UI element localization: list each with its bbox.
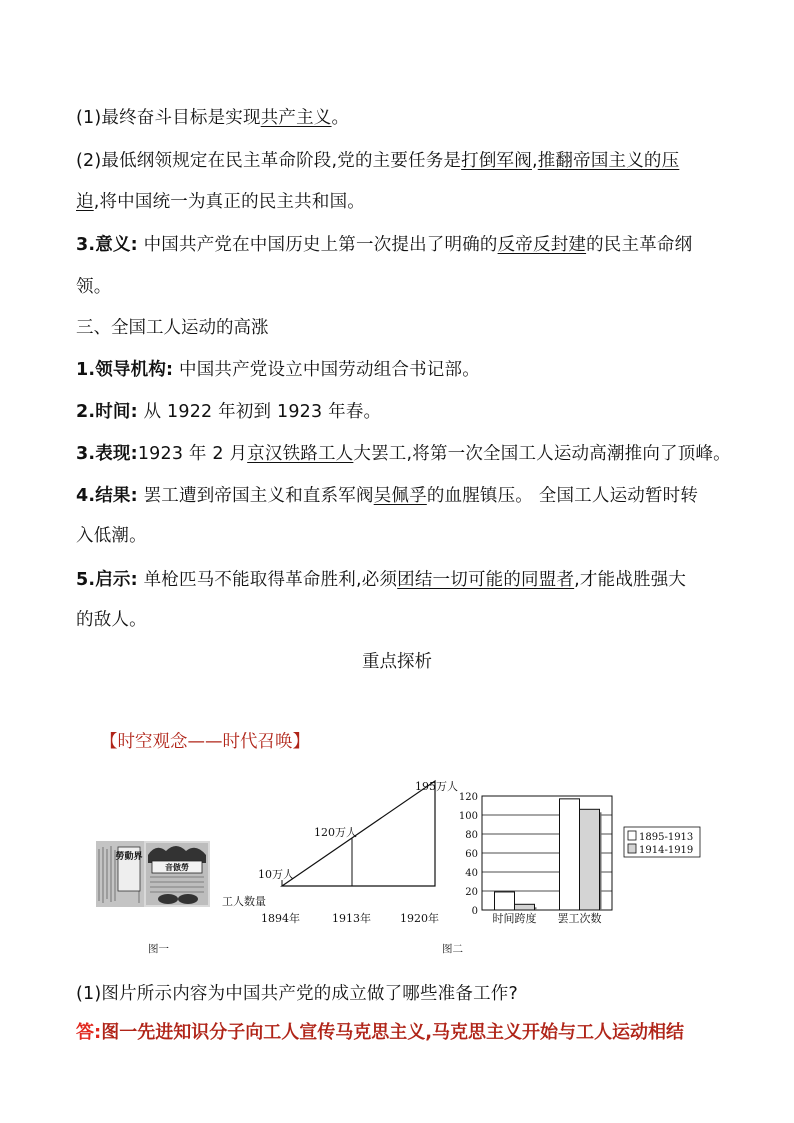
category-label: 时间跨度 bbox=[492, 912, 537, 925]
figure-1-image bbox=[96, 841, 210, 907]
performance-text-1: 1923 年 2 月 bbox=[137, 444, 248, 464]
significance-text-1: 中国共产党在中国历史上第一次提出了明确的 bbox=[137, 235, 498, 255]
result-underlined: 吴佩孚 bbox=[373, 486, 427, 506]
newspaper-title-1: 勞動界 bbox=[115, 852, 143, 862]
item-insight-line-1 bbox=[76, 566, 686, 591]
y-tick-label: 20 bbox=[465, 887, 478, 898]
answer bbox=[76, 1018, 684, 1044]
growth-value-1913: 120万人 bbox=[314, 826, 357, 839]
item-leadership bbox=[76, 356, 480, 381]
y-tick-label: 60 bbox=[465, 849, 478, 860]
insight-text-1: 单枪匹马不能取得革命胜利,必须 bbox=[137, 570, 398, 590]
time-label: 2.时间: bbox=[76, 402, 138, 422]
goal-suffix: 。 bbox=[331, 108, 350, 128]
program-underlined-2: 推翻帝国主义的压 bbox=[537, 151, 680, 171]
performance-underlined: 京汉铁路工人 bbox=[247, 444, 354, 464]
chart-legend bbox=[624, 827, 700, 857]
significance-underlined: 反帝反封建 bbox=[497, 235, 587, 255]
item-result-line-2 bbox=[76, 522, 147, 547]
growth-value-1894: 10万人 bbox=[258, 868, 294, 881]
insight-underlined: 团结一切可能的同盟者 bbox=[397, 570, 575, 590]
result-text-2: 的血腥镇压。 全国工人运动暂时转 bbox=[426, 486, 699, 506]
goal-line bbox=[76, 104, 349, 129]
growth-value-1920: 195万人 bbox=[415, 780, 458, 793]
figure-1-caption: 图一 bbox=[148, 943, 169, 955]
topic-tag: 【时空观念——时代召唤】 bbox=[100, 732, 310, 752]
leadership-text: 中国共产党设立中国劳动组合书记部。 bbox=[173, 360, 480, 380]
program-suffix: ,将中国统一为真正的民主共和国。 bbox=[93, 192, 365, 212]
question: (1)图片所示内容为中国共产党的成立做了哪些准备工作? bbox=[76, 984, 518, 1004]
newspaper-title-2: 音倣勞 bbox=[165, 862, 189, 872]
program-mid: , bbox=[531, 151, 538, 171]
growth-ylabel: 工人数量 bbox=[222, 895, 266, 908]
insight-text-2: ,才能战胜强大 bbox=[574, 570, 687, 590]
program-underlined-1: 打倒军阀 bbox=[461, 151, 532, 171]
chart-bars bbox=[495, 799, 602, 910]
legend-swatch bbox=[628, 844, 636, 853]
bar-1914-1919-时间跨度 bbox=[515, 904, 535, 910]
growth-year-1913: 1913年 bbox=[332, 912, 371, 925]
time-text: 从 1922 年初到 1923 年春。 bbox=[137, 402, 382, 422]
y-tick-label: 0 bbox=[471, 906, 478, 917]
item-result-line-1 bbox=[76, 482, 698, 507]
performance-label: 3.表现: bbox=[76, 444, 138, 464]
worker-growth-diagram bbox=[222, 776, 467, 926]
bar-1914-1919-罢工次数 bbox=[580, 809, 600, 910]
performance-text-2: 大罢工,将第一次全国工人运动高潮推向了顶峰。 bbox=[353, 444, 731, 464]
strike-bar-chart bbox=[452, 788, 707, 928]
answer-label: 答: bbox=[76, 1022, 102, 1043]
category-label: 罢工次数 bbox=[557, 912, 602, 925]
section-title: 三、全国工人运动的高涨 bbox=[76, 318, 269, 338]
y-tick-label: 80 bbox=[465, 830, 478, 841]
leadership-label: 1.领导机构: bbox=[76, 360, 174, 380]
result-text-1: 罢工遭到帝国主义和直系军阀 bbox=[137, 486, 374, 506]
y-tick-label: 40 bbox=[465, 868, 478, 879]
answer-text: 图一先进知识分子向工人宣传马克思主义,马克思主义开始与工人运动相结 bbox=[101, 1022, 685, 1043]
program-underlined-3: 迫 bbox=[76, 192, 94, 212]
program-line-2 bbox=[76, 188, 365, 213]
item-insight-line-2 bbox=[76, 606, 147, 631]
legend-label: 1914-1919 bbox=[639, 845, 694, 856]
figure-2-caption: 图二 bbox=[442, 943, 463, 955]
y-tick-label: 120 bbox=[458, 792, 478, 803]
item-time bbox=[76, 398, 381, 423]
legend-swatch bbox=[628, 831, 636, 840]
goal-underlined: 共产主义 bbox=[260, 108, 332, 128]
chart-categories bbox=[493, 911, 602, 925]
result-text-3: 入低潮。 bbox=[76, 526, 147, 546]
result-label: 4.结果: bbox=[76, 486, 138, 506]
growth-year-1920: 1920年 bbox=[400, 912, 439, 925]
chart-y-ticks bbox=[459, 792, 478, 917]
newspaper-illustration bbox=[96, 841, 210, 907]
insight-label: 5.启示: bbox=[76, 570, 138, 590]
insight-text-3: 的敌人。 bbox=[76, 610, 147, 630]
bar-1895-1913-罢工次数 bbox=[560, 799, 580, 910]
goal-prefix: (1)最终奋斗目标是实现 bbox=[76, 108, 261, 128]
growth-year-1894: 1894年 bbox=[261, 912, 300, 925]
significance-text-2: 的民主革命纲 bbox=[586, 235, 693, 255]
y-tick-label: 100 bbox=[458, 811, 478, 822]
legend-label: 1895-1913 bbox=[639, 832, 694, 843]
significance-label: 3.意义: bbox=[76, 235, 138, 255]
item-performance bbox=[76, 440, 731, 465]
significance-line-1 bbox=[76, 231, 692, 256]
key-analysis-title: 重点探析 bbox=[362, 652, 432, 672]
bar-1895-1913-时间跨度 bbox=[495, 892, 515, 910]
significance-text-3: 领。 bbox=[76, 277, 112, 297]
significance-line-2 bbox=[76, 273, 111, 298]
program-line-1 bbox=[76, 147, 679, 172]
program-prefix: (2)最低纲领规定在民主革命阶段,党的主要任务是 bbox=[76, 151, 462, 171]
